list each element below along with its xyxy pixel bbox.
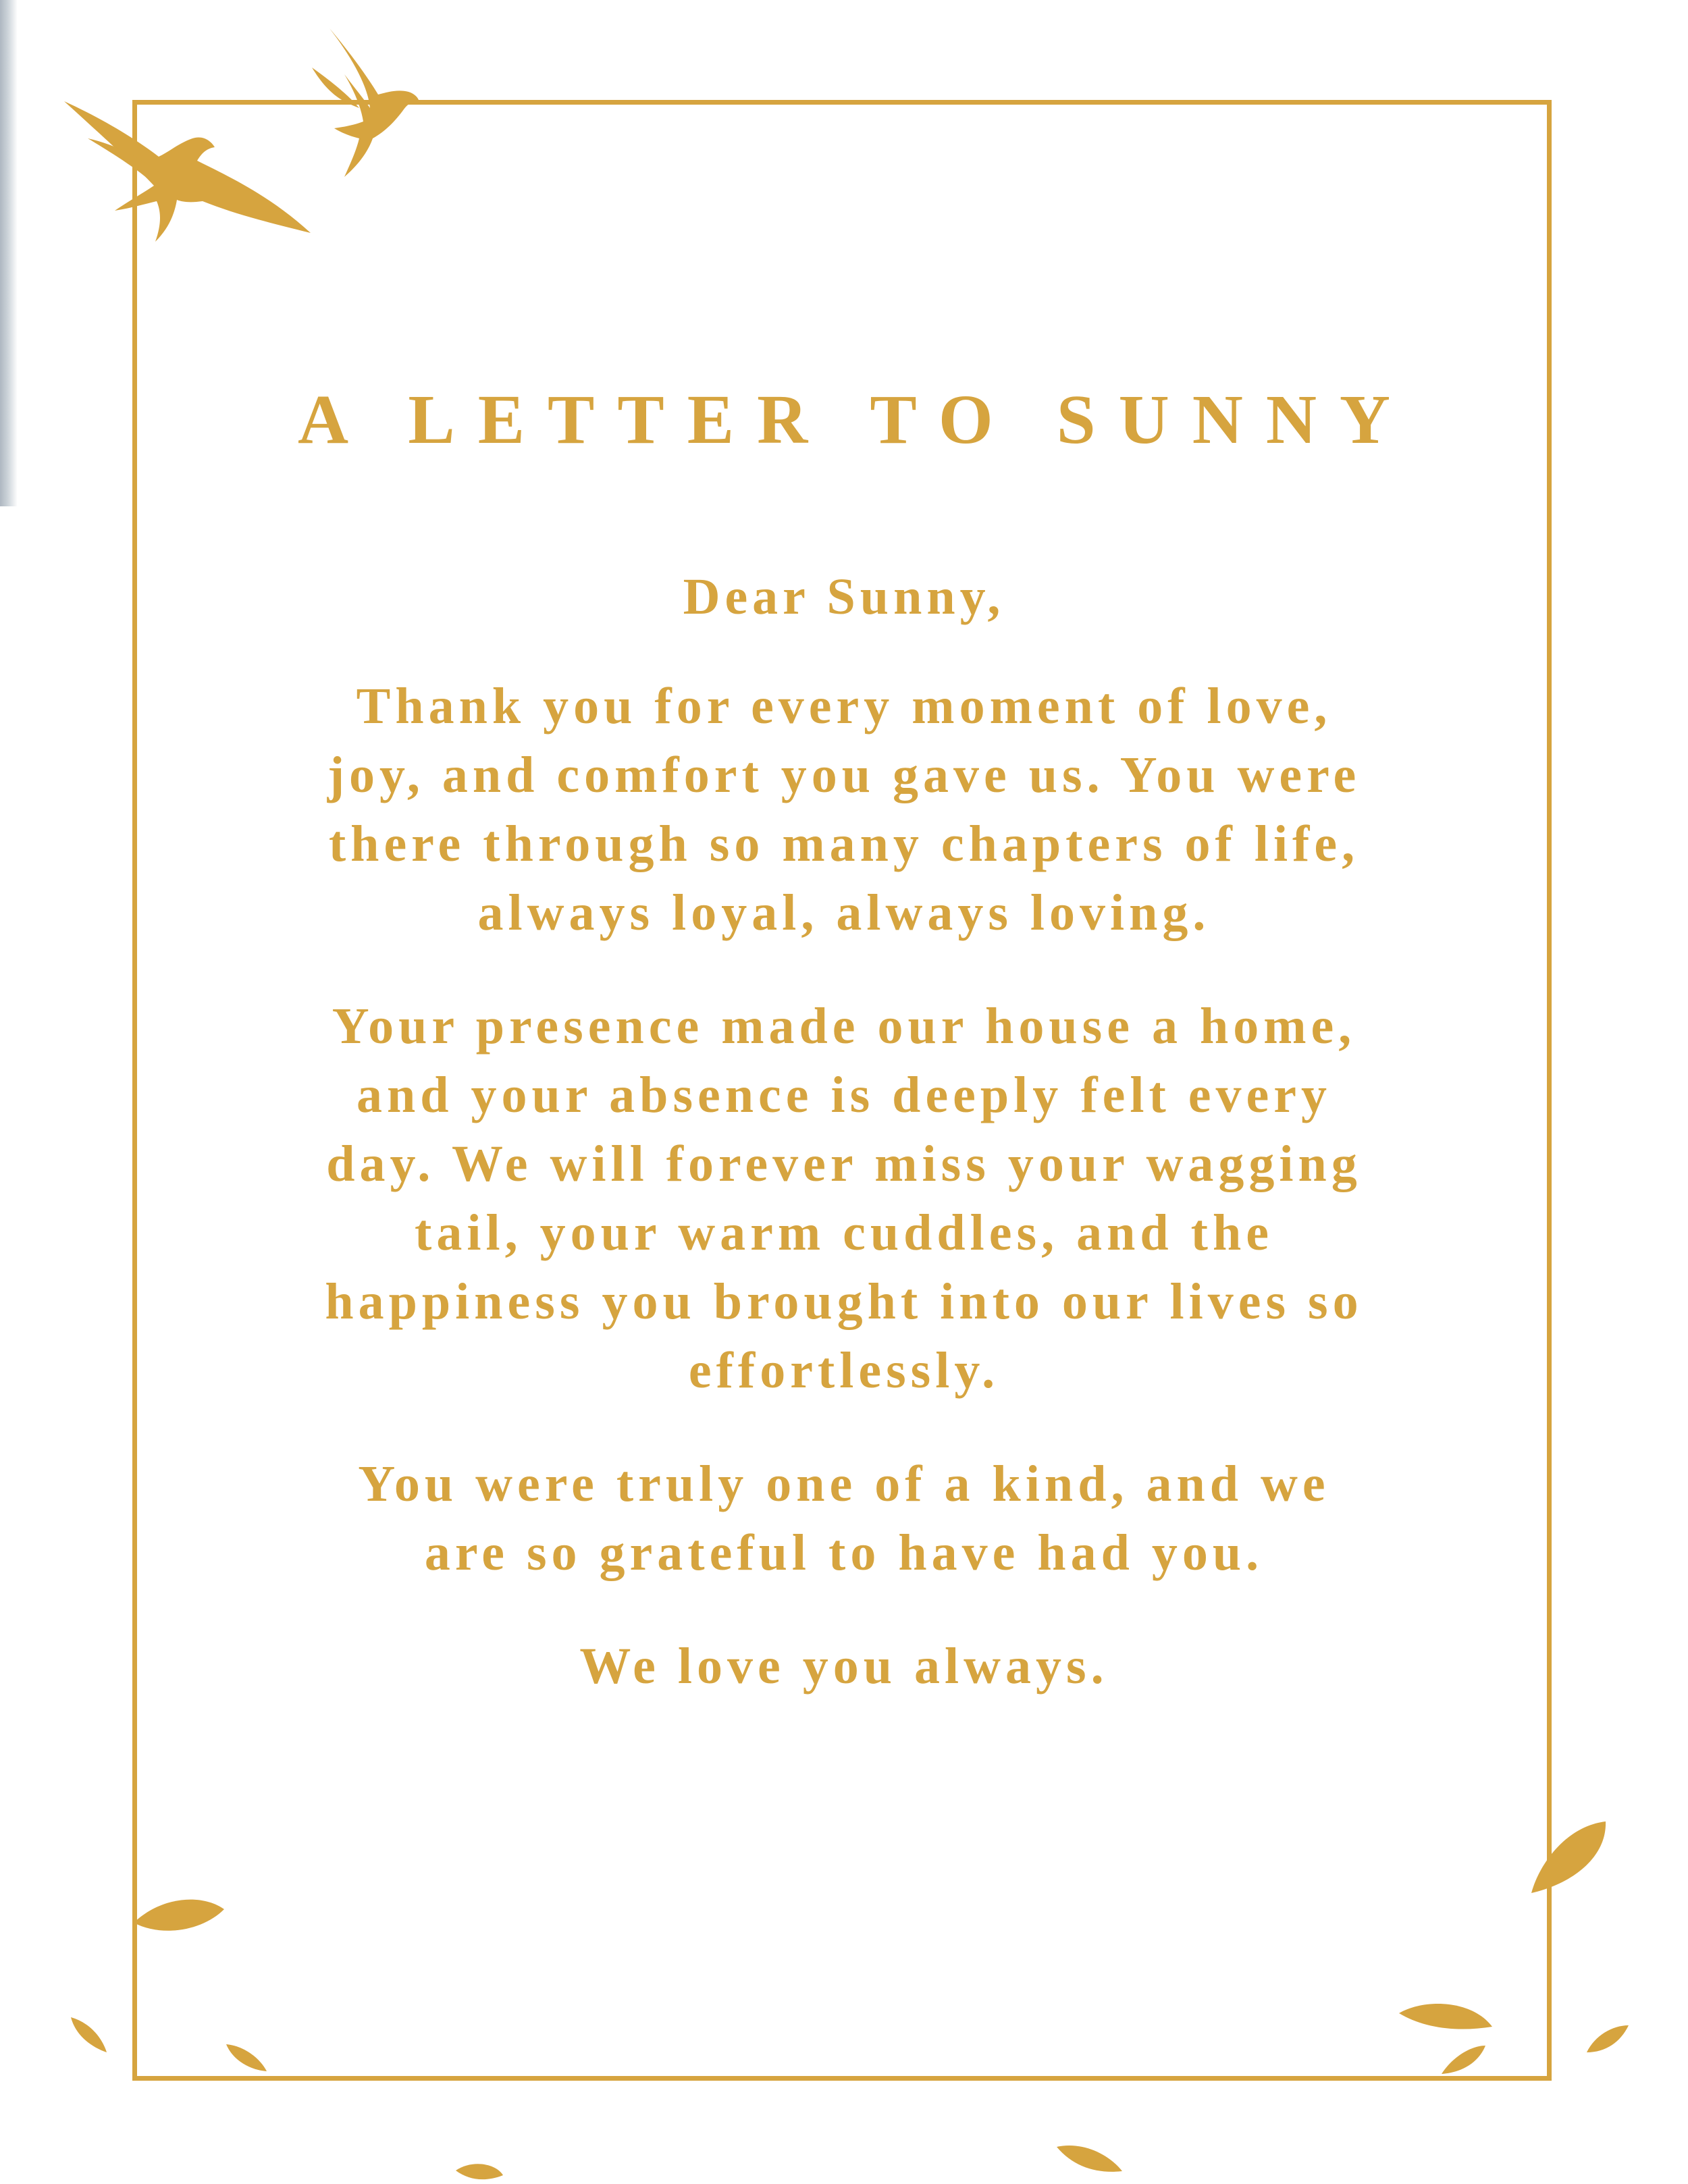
letter-title: A LETTER TO SUNNY <box>297 381 1414 458</box>
letter-closing: We love you always. <box>579 1637 1109 1695</box>
leaf-icon <box>1587 2025 1629 2052</box>
leaf-icon <box>134 1900 224 1931</box>
falling-leaves-icon <box>71 1821 1629 2179</box>
letter-paragraph: You were truly one of a kind, and we are so grateful to have had you. <box>358 1455 1330 1581</box>
leaf-icon <box>71 2017 107 2052</box>
leaf-icon <box>1057 2146 1122 2172</box>
leaf-icon <box>1442 2046 1485 2074</box>
leaf-icon <box>456 2164 503 2179</box>
bird-icon <box>64 101 311 242</box>
bird-icon <box>312 28 419 177</box>
leaf-icon <box>226 2044 267 2071</box>
letter-paragraph: Thank you for every moment of love, joy, and comfort you gave us. You were there through so many chapters of life, always loyal, always loving. <box>327 677 1361 941</box>
letter-body <box>270 378 1418 1745</box>
flying-birds-icon <box>64 28 419 242</box>
leaf-icon <box>1531 1821 1606 1893</box>
letter-salutation: Dear Sunny, <box>683 568 1005 625</box>
leaf-icon <box>1399 2004 1492 2029</box>
letter-paragraph: Your presence made our house a home, and your absence is deeply felt every day. We will forever miss your wagging tail, your warm cuddles, and the happiness you brought into our lives so effortlessly. <box>325 997 1363 1399</box>
